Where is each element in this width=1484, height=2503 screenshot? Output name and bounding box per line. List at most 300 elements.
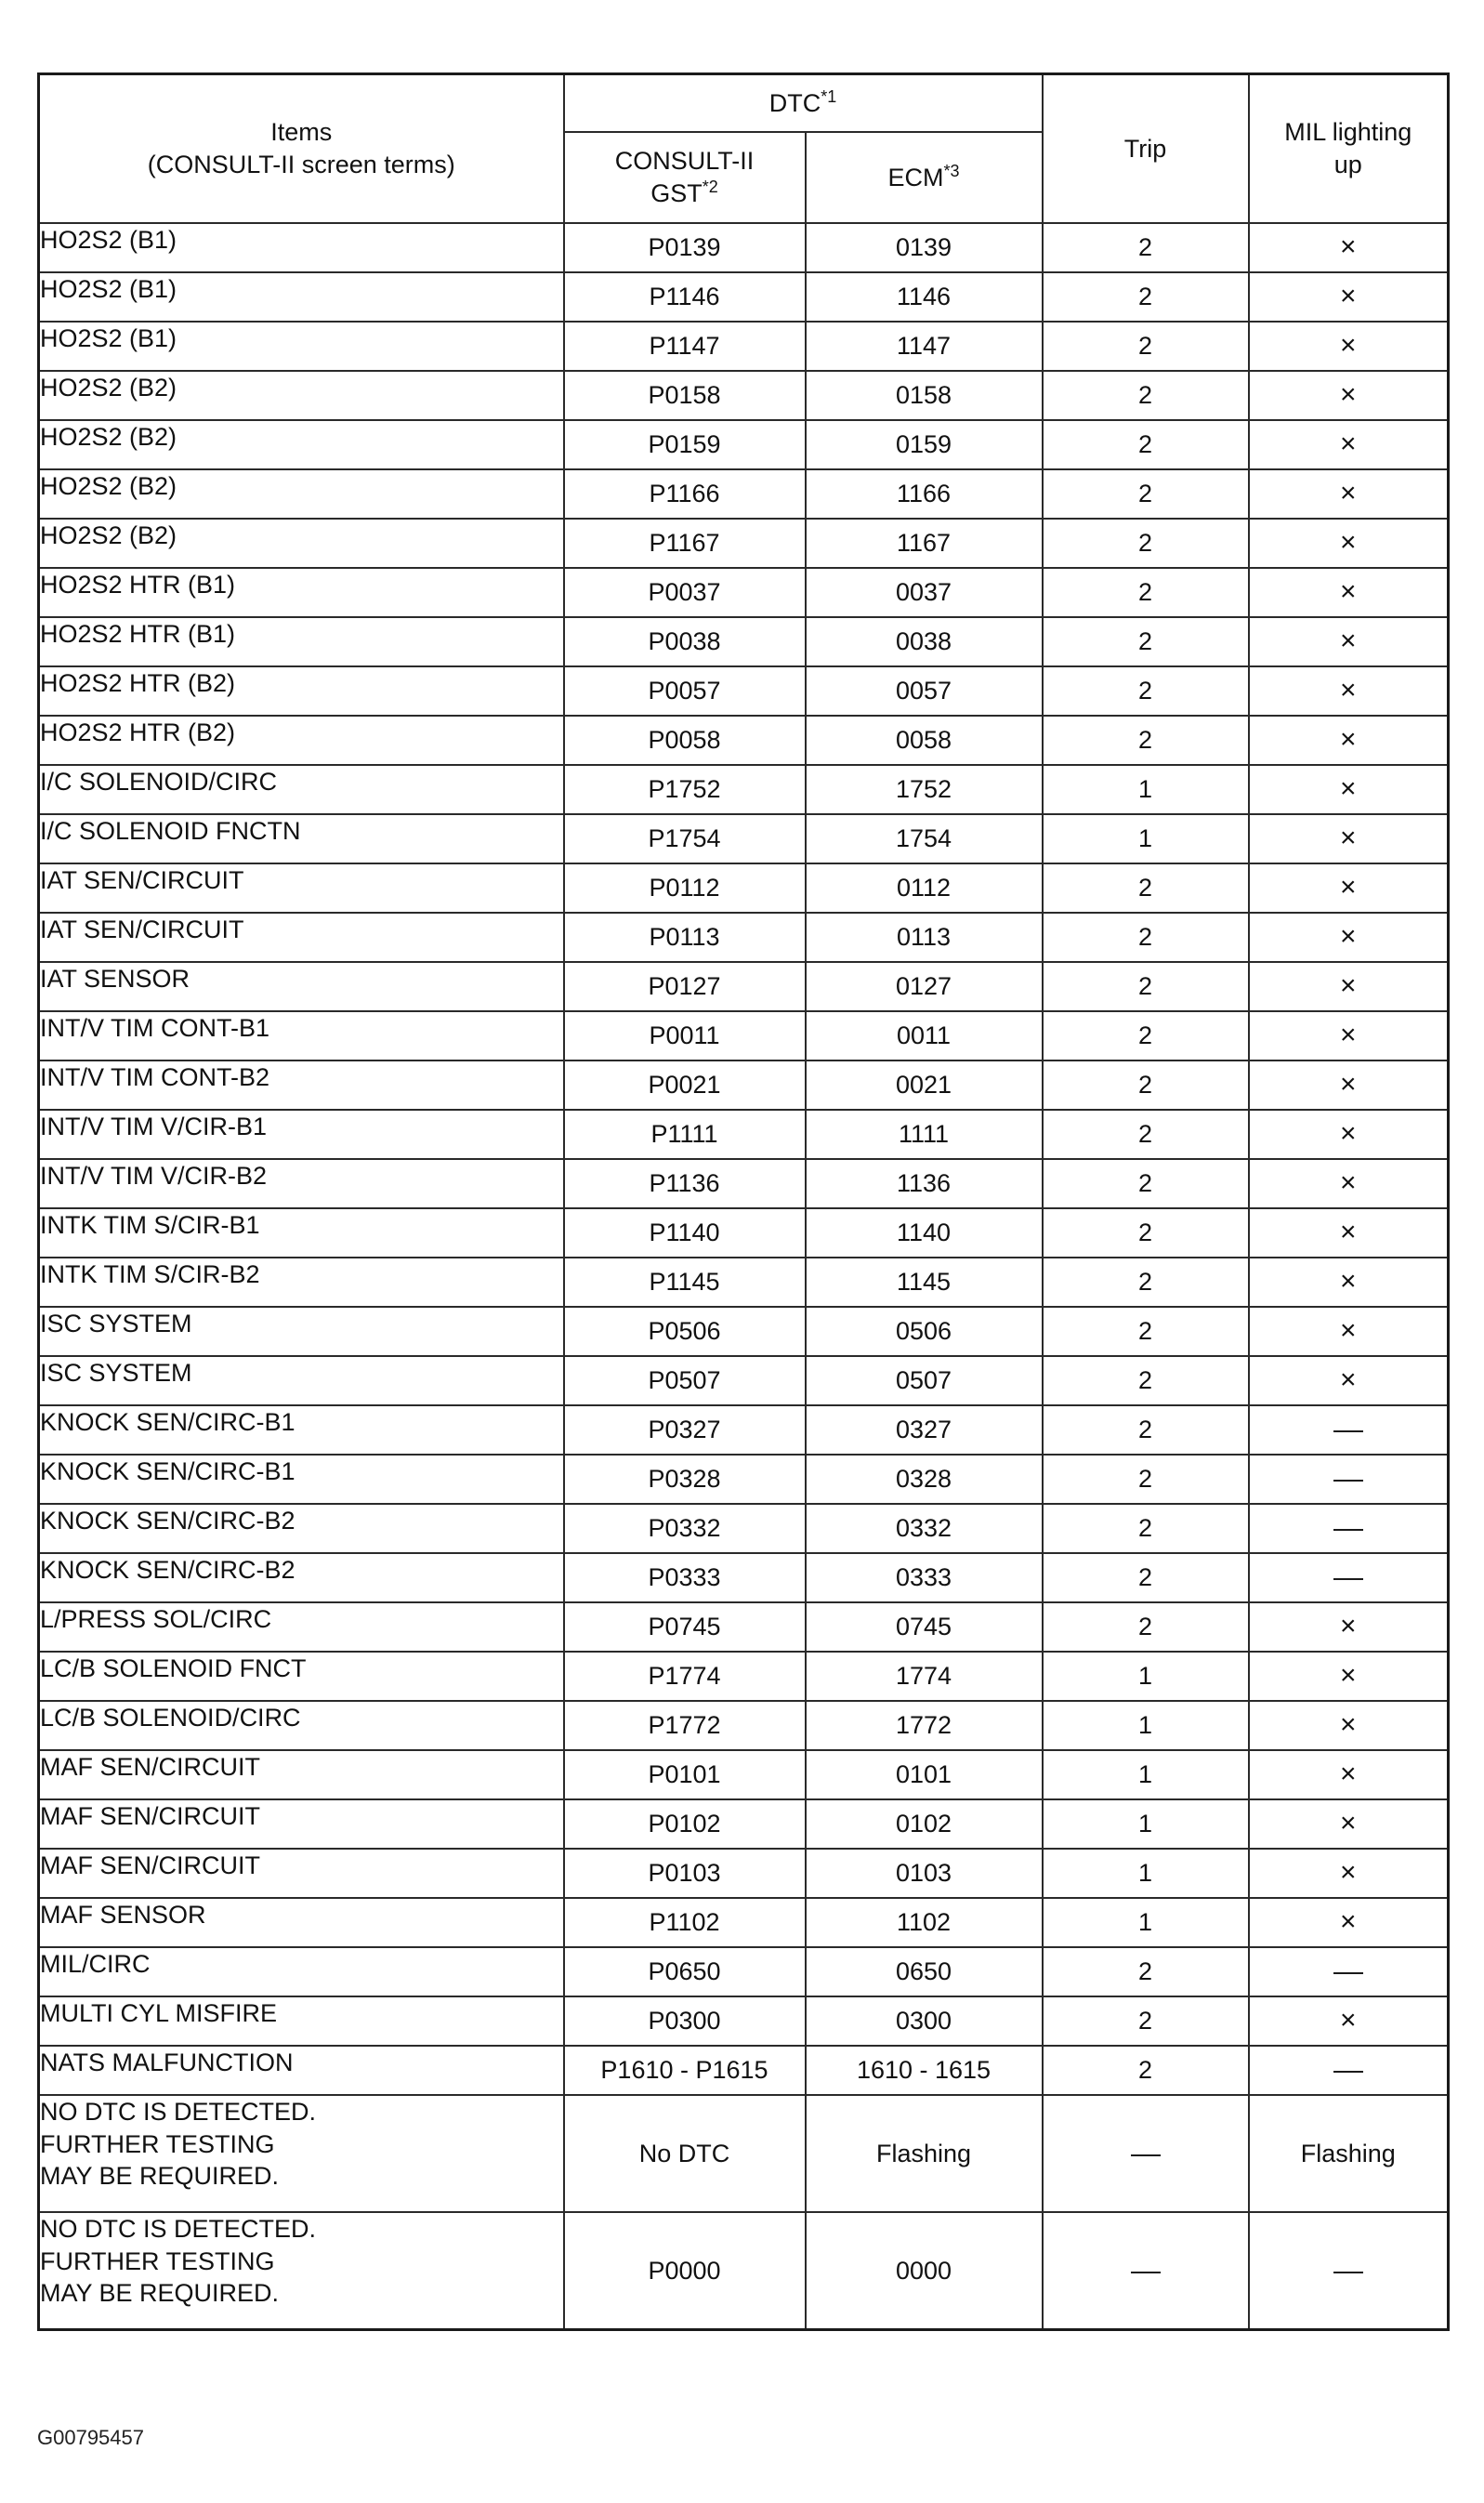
dash-mark [1333,1972,1363,1974]
ecm-value: 0506 [895,1317,952,1346]
mil-cell [1249,568,1449,617]
trip-value: 2 [1138,2056,1153,2085]
item-cell [39,1750,564,1799]
item-line: HO2S2 (B1) [40,226,177,254]
mil-cell [1249,1159,1449,1208]
consult-cell [564,469,806,519]
cross-mark: × [1340,1364,1357,1396]
trip-cell [1043,1356,1249,1405]
item-line: HO2S2 (B2) [40,521,177,549]
trip-value: 2 [1138,381,1153,410]
table-row [39,814,1449,863]
ecm-cell [806,617,1043,666]
table-row [39,519,1449,568]
item-cell [39,913,564,962]
mil-cell [1249,1307,1449,1356]
trip-value: 2 [1138,1021,1153,1050]
table-row [39,1405,1449,1455]
item-line: MIL/CIRC [40,1950,151,1978]
item-line: KNOCK SEN/CIRC-B1 [40,1457,295,1485]
item-cell [39,1405,564,1455]
item-line: INT/V TIM CONT-B2 [40,1063,270,1091]
trip-cell [1043,2212,1249,2330]
ecm-value: 0650 [895,1957,952,1986]
item-line: NO DTC IS DETECTED. [40,2098,317,2126]
mil-cell [1249,716,1449,765]
ecm-cell [806,1011,1043,1060]
mil-cell [1249,913,1449,962]
ecm-cell [806,1701,1043,1750]
dash-mark [1333,1529,1363,1531]
cross-mark: × [1340,1808,1357,1839]
ecm-cell [806,1849,1043,1898]
item-cell [39,1849,564,1898]
ecm-cell [806,519,1043,568]
ecm-value: 1167 [896,529,952,558]
consult-cell [564,223,806,272]
trip-value: 2 [1138,1465,1153,1494]
item-cell [39,469,564,519]
ecm-cell [806,666,1043,716]
trip-cell [1043,1799,1249,1849]
trip-cell [1043,2095,1249,2212]
mil-cell [1249,1011,1449,1060]
cross-mark: × [1340,1660,1357,1692]
mil-cell [1249,1947,1449,1996]
cross-mark: × [1340,2005,1357,2036]
consult-cell [564,1849,806,1898]
consult-cell [564,519,806,568]
table-row [39,1455,1449,1504]
mil-cell [1249,617,1449,666]
item-line: MAF SEN/CIRCUIT [40,1851,261,1879]
trip-cell [1043,617,1249,666]
item-cell [39,1652,564,1701]
item-cell [39,1258,564,1307]
trip-cell [1043,1060,1249,1110]
header-ecm [806,132,1043,223]
ecm-value: 0011 [896,1021,952,1050]
consult-cell [564,1356,806,1405]
header-items-title: Items [270,118,333,147]
item-line: HO2S2 HTR (B1) [40,620,236,648]
table-row [39,2095,1449,2212]
cross-mark: × [1340,1857,1357,1889]
header-ecm-footnote: *3 [943,161,960,180]
consult-value: P0300 [648,2007,721,2035]
consult-cell [564,1947,806,1996]
trip-cell [1043,863,1249,913]
ecm-value: Flashing [875,2139,972,2167]
item-cell [39,2212,564,2330]
ecm-value: 0745 [895,1613,952,1641]
consult-value: P1102 [649,1908,720,1937]
item-cell [39,617,564,666]
mil-cell [1249,1652,1449,1701]
header-trip: Trip [1043,74,1249,224]
header-items-subtitle: (CONSULT-II screen terms) [147,151,455,178]
trip-value: 1 [1138,1810,1153,1838]
cross-mark: × [1340,478,1357,509]
consult-value: P0139 [648,233,721,262]
trip-value: 2 [1138,2007,1153,2035]
trip-cell [1043,420,1249,469]
trip-cell [1043,272,1249,322]
trip-cell [1043,1701,1249,1750]
cross-mark: × [1340,1611,1357,1642]
consult-cell [564,1405,806,1455]
trip-cell [1043,1553,1249,1602]
mil-cell [1249,962,1449,1011]
item-cell [39,716,564,765]
ecm-value: 1145 [896,1268,952,1297]
consult-cell [564,1060,806,1110]
consult-cell [564,1996,806,2046]
table-row [39,1504,1449,1553]
item-line: L/PRESS SOL/CIRC [40,1605,272,1633]
ecm-value: 0057 [895,677,952,705]
trip-cell [1043,1011,1249,1060]
item-line: HO2S2 (B1) [40,324,177,352]
ecm-value: 0021 [895,1071,952,1100]
trip-value: 2 [1138,430,1153,459]
trip-value: 2 [1138,1169,1153,1198]
consult-value: P1140 [649,1219,720,1247]
cross-mark: × [1340,1118,1357,1150]
trip-cell [1043,1258,1249,1307]
item-line: HO2S2 HTR (B2) [40,669,236,697]
item-cell [39,863,564,913]
trip-value: 2 [1138,283,1153,311]
item-line: MAY BE REQUIRED. [40,2279,280,2308]
table-row [39,420,1449,469]
header-mil [1249,74,1449,224]
mil-cell [1249,371,1449,420]
trip-cell [1043,223,1249,272]
item-cell [39,1307,564,1356]
mil-cell [1249,814,1449,863]
ecm-cell [806,1208,1043,1258]
item-cell [39,1504,564,1553]
item-cell [39,223,564,272]
item-cell [39,1701,564,1750]
consult-cell [564,1208,806,1258]
item-line: ISC SYSTEM [40,1310,192,1337]
consult-value: P1167 [649,529,720,558]
trip-value: 2 [1138,529,1153,558]
trip-value: 1 [1138,1760,1153,1789]
table-row [39,617,1449,666]
item-line: FURTHER TESTING [40,2129,275,2158]
ecm-cell [806,1159,1043,1208]
trip-cell [1043,469,1249,519]
item-cell [39,2095,564,2212]
cross-mark: × [1340,1020,1357,1051]
header-dtc-label: DTC [768,88,821,117]
mil-cell [1249,1602,1449,1652]
cross-mark: × [1340,1266,1357,1298]
ecm-value: 1140 [896,1219,952,1247]
table-row [39,272,1449,322]
item-cell [39,1996,564,2046]
item-line: MAF SENSOR [40,1901,206,1929]
trip-cell [1043,1898,1249,1947]
table-body [39,223,1449,2330]
ecm-value: 0507 [895,1366,952,1395]
trip-value: 2 [1138,332,1153,361]
table-row [39,1208,1449,1258]
ecm-value: 0327 [895,1416,952,1444]
ecm-cell [806,1898,1043,1947]
consult-value: P0113 [649,923,720,952]
consult-value: P1754 [648,824,721,853]
trip-value: 2 [1138,233,1153,262]
trip-cell [1043,1159,1249,1208]
trip-cell [1043,666,1249,716]
mil-cell [1249,1405,1449,1455]
item-cell [39,1356,564,1405]
item-cell [39,666,564,716]
item-line: HO2S2 HTR (B2) [40,718,236,746]
table-row [39,1553,1449,1602]
consult-value: P0037 [648,578,721,607]
consult-cell [564,962,806,1011]
trip-cell [1043,1110,1249,1159]
ecm-value: 0300 [895,2007,952,2035]
consult-value: P1136 [649,1169,720,1198]
header-mil-line1: MIL lighting [1284,118,1412,147]
trip-cell [1043,519,1249,568]
trip-cell [1043,814,1249,863]
consult-value: P0011 [649,1021,720,1050]
consult-value: P1147 [649,332,720,361]
table-row [39,1849,1449,1898]
table-row [39,666,1449,716]
ecm-cell [806,1110,1043,1159]
consult-cell [564,863,806,913]
dtc-table [37,72,1450,2331]
consult-value: P1610 - P1615 [600,2056,768,2085]
consult-value: P0333 [648,1563,721,1592]
ecm-value: 1147 [896,332,952,361]
consult-value: P1772 [648,1711,721,1740]
dash-mark [1131,2272,1161,2273]
table-row [39,1799,1449,1849]
ecm-value: 0158 [895,381,952,410]
consult-cell [564,1701,806,1750]
consult-cell [564,1652,806,1701]
mil-cell [1249,1898,1449,1947]
ecm-value: 0113 [896,923,952,952]
ecm-value: 0333 [895,1563,952,1592]
ecm-cell [806,814,1043,863]
item-line: MAY BE REQUIRED. [40,2162,280,2191]
trip-cell [1043,1652,1249,1701]
ecm-value: 0102 [895,1810,952,1838]
cross-mark: × [1340,231,1357,263]
trip-value: 2 [1138,1957,1153,1986]
trip-value: 2 [1138,726,1153,755]
item-line: MULTI CYL MISFIRE [40,1999,278,2027]
ecm-cell [806,1750,1043,1799]
cross-mark: × [1340,1069,1357,1100]
dash-mark [1333,2071,1363,2073]
item-line: IAT SEN/CIRCUIT [40,916,244,943]
item-line: KNOCK SEN/CIRC-B2 [40,1507,295,1535]
ecm-value: 0000 [895,2256,952,2285]
consult-cell [564,2212,806,2330]
consult-cell [564,1898,806,1947]
consult-value: P1752 [648,775,721,804]
consult-value: P0102 [648,1810,721,1838]
consult-value: P0158 [648,381,721,410]
item-cell [39,1159,564,1208]
item-line: INTK TIM S/CIR-B1 [40,1211,260,1239]
consult-cell [564,322,806,371]
consult-value: P0159 [648,430,721,459]
trip-cell [1043,1849,1249,1898]
item-line: HO2S2 (B2) [40,423,177,451]
cross-mark: × [1340,1167,1357,1199]
mil-cell [1249,863,1449,913]
trip-cell [1043,1455,1249,1504]
dash-mark [1333,2272,1363,2273]
item-line: LC/B SOLENOID FNCT [40,1654,307,1682]
cross-mark: × [1340,921,1357,953]
cross-mark: × [1340,379,1357,411]
item-cell [39,1060,564,1110]
consult-value: P0332 [648,1514,721,1543]
trip-cell [1043,1405,1249,1455]
trip-cell [1043,1602,1249,1652]
consult-value: P0506 [648,1317,721,1346]
dash-mark [1131,2154,1161,2156]
item-line: KNOCK SEN/CIRC-B1 [40,1408,295,1436]
consult-cell [564,666,806,716]
table-row [39,2046,1449,2095]
mil-cell [1249,1060,1449,1110]
item-line: INT/V TIM V/CIR-B2 [40,1162,268,1190]
item-cell [39,420,564,469]
ecm-value: 0038 [895,627,952,656]
ecm-cell [806,223,1043,272]
consult-value: P0112 [649,874,720,902]
ecm-value: 1610 - 1615 [856,2056,992,2085]
mil-cell [1249,1258,1449,1307]
table-header [39,74,1449,224]
ecm-cell [806,2212,1043,2330]
ecm-value: 0332 [895,1514,952,1543]
consult-cell [564,2095,806,2212]
consult-cell [564,1307,806,1356]
dash-mark [1333,1480,1363,1482]
ecm-cell [806,1947,1043,1996]
item-line: HO2S2 HTR (B1) [40,571,236,599]
mil-cell [1249,1701,1449,1750]
consult-cell [564,1553,806,1602]
table-row [39,1011,1449,1060]
trip-cell [1043,913,1249,962]
trip-value: 2 [1138,923,1153,952]
consult-value: P1166 [649,480,720,508]
trip-value: 2 [1138,1317,1153,1346]
item-cell [39,1947,564,1996]
table-row [39,716,1449,765]
mil-cell [1249,519,1449,568]
item-line: HO2S2 (B2) [40,472,177,500]
item-line: INT/V TIM V/CIR-B1 [40,1113,268,1140]
trip-cell [1043,1947,1249,1996]
ecm-cell [806,1652,1043,1701]
trip-cell [1043,1504,1249,1553]
mil-cell [1249,1208,1449,1258]
consult-value: P1145 [649,1268,720,1297]
ecm-cell [806,1602,1043,1652]
table-row [39,1898,1449,1947]
consult-value: P0101 [648,1760,721,1789]
trip-value: 2 [1138,1268,1153,1297]
consult-cell [564,716,806,765]
ecm-cell [806,322,1043,371]
consult-value: P1111 [650,1120,718,1149]
table-row [39,1060,1449,1110]
ecm-cell [806,1553,1043,1602]
mil-cell [1249,1750,1449,1799]
mil-cell [1249,1504,1449,1553]
trip-value: 2 [1138,1366,1153,1395]
trip-cell [1043,1996,1249,2046]
trip-value: 2 [1138,1120,1153,1149]
header-consult-line1: CONSULT-II [614,147,755,176]
table-row [39,223,1449,272]
item-line: KNOCK SEN/CIRC-B2 [40,1556,295,1584]
item-cell [39,1553,564,1602]
consult-cell [564,617,806,666]
mil-cell [1249,765,1449,814]
mil-cell [1249,1455,1449,1504]
table-row [39,1996,1449,2046]
consult-cell [564,371,806,420]
ecm-value: 1752 [895,775,952,804]
header-consult-line2: GST [650,179,703,207]
ecm-cell [806,1405,1043,1455]
header-consult-footnote: *2 [702,178,718,196]
table-row [39,1356,1449,1405]
mil-cell [1249,666,1449,716]
trip-value: 2 [1138,480,1153,508]
cross-mark: × [1340,872,1357,903]
trip-value: 1 [1138,775,1153,804]
trip-value: 1 [1138,1711,1153,1740]
table-row [39,1110,1449,1159]
ecm-value: 1774 [895,1662,952,1691]
mil-cell [1249,1553,1449,1602]
mil-cell [1249,420,1449,469]
table-row [39,863,1449,913]
ecm-value: 0159 [895,430,952,459]
cross-mark: × [1340,428,1357,460]
table-row [39,322,1449,371]
trip-cell [1043,765,1249,814]
ecm-cell [806,765,1043,814]
trip-cell [1043,2046,1249,2095]
item-line: INTK TIM S/CIR-B2 [40,1260,260,1288]
item-line: IAT SENSOR [40,965,190,993]
cross-mark: × [1340,675,1357,706]
consult-value: P0038 [648,627,721,656]
item-cell [39,519,564,568]
ecm-value: 0127 [895,972,952,1001]
